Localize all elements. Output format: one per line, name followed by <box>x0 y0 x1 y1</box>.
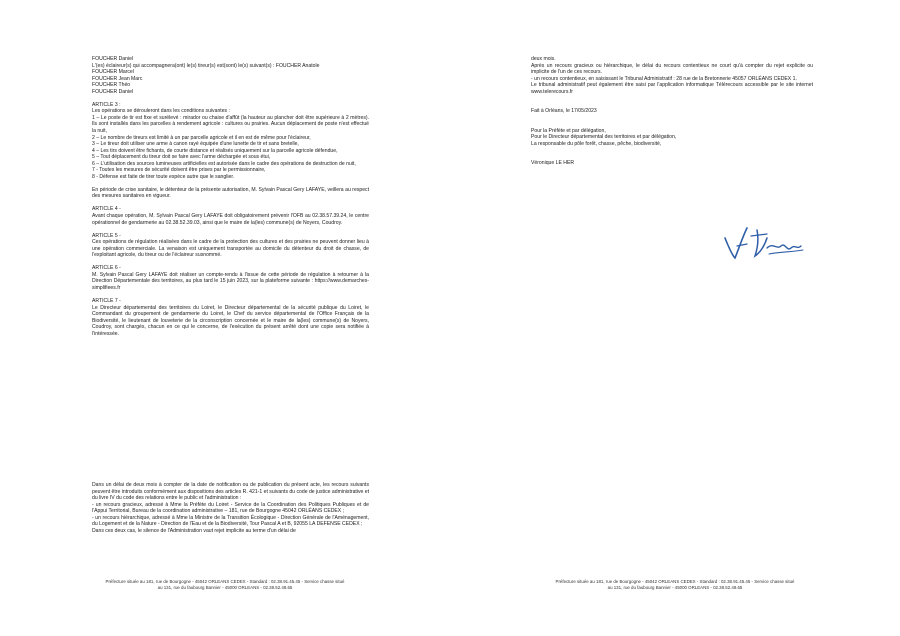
article-6-heading: ARTICLE 6 - <box>92 265 121 272</box>
article-7-text: Le Directeur départemental des territoires du Loiret, le Directeur départemental de la sécurité publique du Loiret, le Commandant du groupement de gendarmerie du Loiret, le Chef du service départemental de l'Office Français de la Biodiversité, le lieutenant de louveterie de la circonscription concernée et le maire de la(les) commune(s) de Noyers, Coudroy, sont chargés, chacun en ce qui le concerne, de l'exécution du présent arrêté dont une copie sera notifiée à l'intéressée. <box>92 304 369 337</box>
article-6-text: M. Sylvain Pascal Gery LAFAYE doit réaliser un compte-rendu à l'issue de cette période de régulation à retourner à la Direction Départementale des territoires, au plus tard le 15 juin 2023, sur la plateforme suivante : https://www.demarches-simplifiees.fr <box>92 271 369 291</box>
continuation-text: Après un recours gracieux ou hiérarchique, le délai du recours contentieux ne court qu'à compter du rejet explicite ou implicite de l'un de ces recours. <box>531 62 813 76</box>
article-3-line: 6 – L'utilisation des sources lumineuses artificielles est autorisée dans le cadre des opérations de destruction de nuit, <box>92 160 356 167</box>
eclaireur-name: FOUCHER Théo <box>92 82 131 89</box>
article-3-line: 5 – Tout déplacement du tireur doit se faire avec l'arme déchargée et sous étui, <box>92 154 271 161</box>
telerecours-text: Le tribunal administratif peut également être saisi par l'application informatique Télérecours accessible par le site internet www.telerecours.fr <box>531 82 813 95</box>
signatory-name: Véronique LE HER <box>531 160 575 167</box>
article-3-line: 7 - Toutes les mesures de sécurité doivent être prises par le permissionnaire, <box>92 167 266 174</box>
continuation-column <box>531 56 813 167</box>
signatory-line: Pour la Préfète et par délégation, <box>531 127 606 134</box>
article-3-line: 3 – Le tireur doit utiliser une arme à canon rayé équipée d'une lunette de tir et sans bretelle, <box>92 141 299 148</box>
footer-line: au 131, rue du faubourg Bannier - 45000 ORLEANS - 02.38.52.48.65 <box>157 585 293 590</box>
article-4-heading: ARTICLE 4 - <box>92 206 121 213</box>
recours-gracieux: - un recours gracieux, adressé à Mme la Préfète du Loiret - Service de la Coordination des Politiques Publiques et de l'Appui Territorial, Bureau de la coordination administrative – 181, rue de Bourgogne 45042 ORLÉANS CEDEX ; <box>92 501 369 515</box>
eclaireur-name: FOUCHER Daniel <box>92 88 134 95</box>
article-7-heading: ARTICLE 7 - <box>92 297 121 304</box>
recours-intro: Dans un délai de deux mois à compter de la date de notification ou de publication du présent acte, les recours suivants peuvent être introduits conformément aux dispositions des articles R. 421-1 et suivants du code de justice administrative et du livre IV du code des relations entre le public et l'administration : <box>92 482 369 502</box>
recours-section <box>92 482 369 534</box>
article-3-line: 4 – Les tirs doivent être fichants, de courte distance et réalisés uniquement sur la parcelle agricole défendue, <box>92 147 338 154</box>
page-footer <box>490 579 860 591</box>
page-footer <box>40 579 410 591</box>
article-3-line: Les opérations se dérouleront dans les conditions suivantes : <box>92 108 230 115</box>
right-page <box>450 0 900 636</box>
sanitary-crisis-paragraph: En période de crise sanitaire, le détenteur de la présente autorisation, M. Sylvain Pascal Gery LAFAYE, veillera au respect des mesures sanitaires en vigueur. <box>92 186 369 200</box>
article-3-heading: ARTICLE 3 : <box>92 101 121 108</box>
recours-silence: Dans ces deux cas, le silence de l'Administration vaut rejet implicite au terme d'un délai de <box>92 527 296 534</box>
article-5-heading: ARTICLE 5 - <box>92 232 121 239</box>
main-column <box>92 56 369 337</box>
footer-line: au 131, rue du faubourg Bannier - 45000 ORLEANS - 02.38.52.48.65 <box>607 585 743 590</box>
eclaireur-line: L'(es) éclaireur(s) qui accompagnera(ont) le(s) tireur(s) est(sont) le(s) suivant(s) : FOUCHER Anatole <box>92 62 320 69</box>
continuation-text: deux mois. <box>531 56 556 62</box>
handwritten-signature <box>717 222 807 262</box>
footer-line: Préfecture située au 181, rue de Bourgogne - 45042 ORLEANS CEDEX - Standard : 02.38.91.45.45 - Service chasse situé <box>105 579 345 584</box>
article-4-text: Avant chaque opération, M. Sylvain Pascal Gery LAFAYE doit obligatoirement prévenir l'OFB au 02.38.57.39.24, le centre opérationnel de gendarmerie au 02.38.52.39.03, ainsi que le maire de la(les) commune(s) de Noyers, Coudroy. <box>92 212 369 226</box>
signatory-line: Pour le Directeur départemental des territoires et par délégation, <box>531 134 677 141</box>
eclaireur-name: FOUCHER Marcel <box>92 69 134 76</box>
footer-line: Préfecture située au 181, rue de Bourgogne - 45042 ORLEANS CEDEX - Standard : 02.38.91.45.45 - Service chasse situé <box>555 579 795 584</box>
eclaireur-name: FOUCHER Jean Marc <box>92 75 143 82</box>
recours-hierarchique: - un recours hiérarchique, adressé à Mme la Ministre de la Transition Écologique - Direction Générale de l'Aménagement, du Logement et de la Nature - Direction de l'Eau et de la Biodiversité, Tour Pascal A et B, 92055 LA DEFENSE CEDEX ; <box>92 514 369 528</box>
article-3-line: 2 – Le nombre de tireurs est limité à un par parcelle agricole et il en est de même pour l'éclaireur, <box>92 134 311 141</box>
article-3-line: 1 – Le poste de tir est fixe et surélevé : mirador ou chaise d'affût (la hauteur au plancher doit être supérieure à 2 mètres). Ils sont installés dans les parcelles à rendement agricole : cultures ou prairies. Aucun déplacement de poste n'est effectué la nuit, <box>92 114 369 134</box>
recours-contentieux: - un recours contentieux, en saisissant le Tribunal Administratif : 28 rue de la Bretonnerie 45057 ORLÉANS CEDEX 1. <box>531 75 797 82</box>
date-line: Fait à Orléans, le 17/05/2023 <box>531 108 597 115</box>
tireur-name: FOUCHER Daniel <box>92 56 134 62</box>
signatory-line: La responsable du pôle forêt, chasse, pêche, biodiversité, <box>531 140 662 147</box>
article-5-text: Ces opérations de régulation réalisées dans le cadre de la protection des cultures et des prairies ne peuvent donner lieu à une opération commerciale. La venaison est uniquement transportée au domicile du détenteur du droit de chasse, de l'exploitant agricole, du tireur ou de l'éclaireur susnommé. <box>92 239 369 259</box>
article-3-line: 8 - Défense est faite de tirer toute espèce autre que le sanglier. <box>92 173 235 180</box>
